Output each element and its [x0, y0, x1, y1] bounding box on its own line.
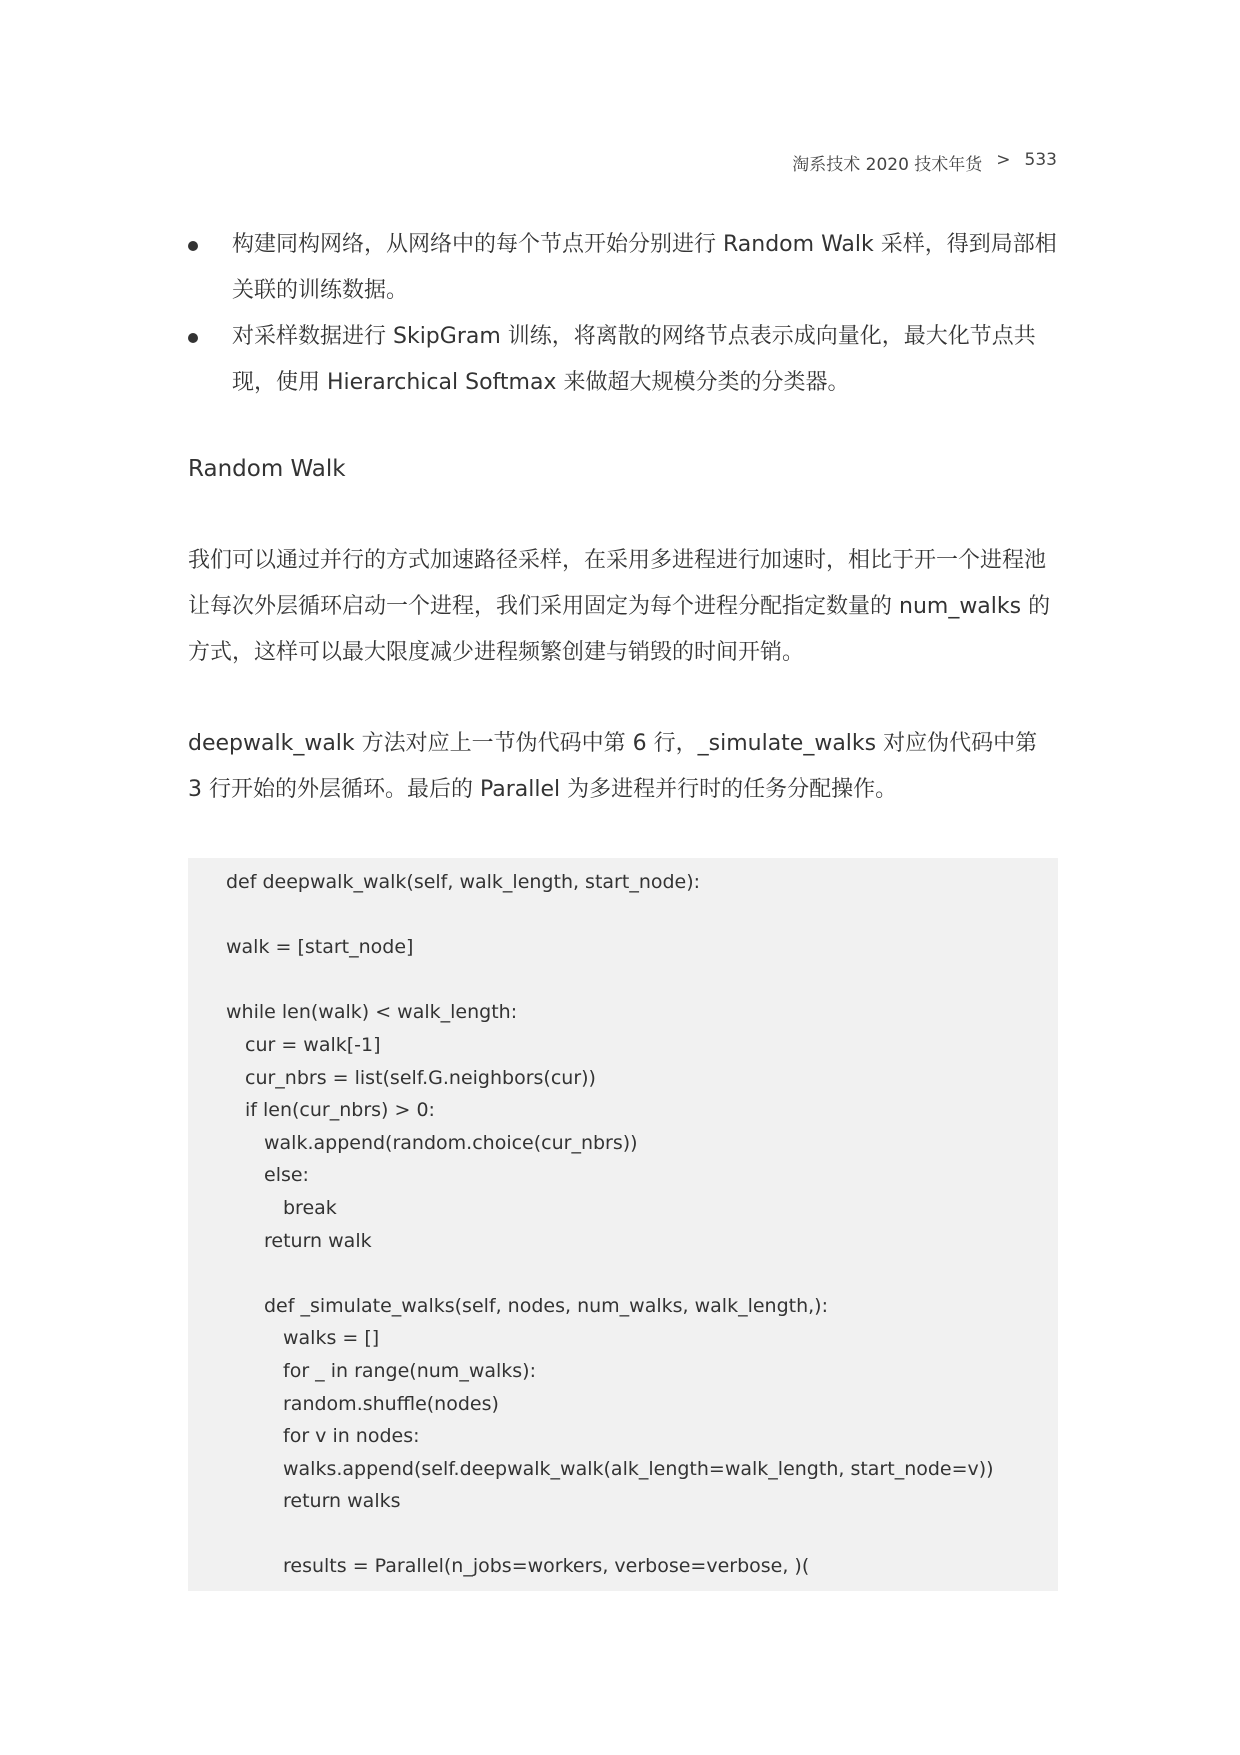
- code-line: return walk: [264, 1229, 372, 1252]
- code-line: walks = []: [283, 1327, 380, 1350]
- list-item: [188, 314, 1058, 406]
- list-item: [188, 222, 1058, 314]
- page-content: [188, 222, 1058, 1591]
- section-heading: Random Walk: [188, 456, 346, 482]
- code-line: [188, 964, 1058, 997]
- paragraph: 我们可以通过并行的方式加速路径采样，在采用多进程进行加速时，相比于开一个进程池让每次外层循环启动一个进程，我们采用固定为每个进程分配指定数量的 num_walks 的方式，这样可以最大限度减少进程频繁创建与销毁的时间开销。: [188, 548, 1051, 665]
- code-line: cur = walk[-1]: [245, 1033, 381, 1056]
- code-line: [188, 1518, 1058, 1551]
- code-line: for _ in range(num_walks):: [283, 1359, 536, 1382]
- code-line: def deepwalk_walk(self, walk_length, start_node):: [226, 871, 701, 893]
- bullet-list: [188, 222, 1058, 406]
- code-line: walk = [start_node]: [226, 936, 414, 959]
- code-line: [188, 899, 1058, 932]
- code-line: else:: [264, 1164, 309, 1187]
- code-line: cur_nbrs = list(self.G.neighbors(cur)): [245, 1066, 596, 1089]
- header-separator: >: [996, 150, 1011, 170]
- paragraph: deepwalk_walk 方法对应上一节伪代码中第 6 行，_simulate_walks 对应伪代码中第 3 行开始的外层循环。最后的 Parallel 为多进程并行时的任务分配操作。: [188, 731, 1038, 802]
- code-line: random.shuffle(nodes): [283, 1392, 499, 1415]
- code-line: return walks: [283, 1490, 401, 1513]
- code-line: while len(walk) < walk_length:: [226, 1001, 518, 1024]
- code-line: for v in nodes:: [283, 1425, 420, 1448]
- bullet-text: 对采样数据进行 SkipGram 训练，将离散的网络节点表示成向量化，最大化节点共现，使用 Hierarchical Softmax 来做超大规模分类的分类器。: [232, 324, 1036, 395]
- code-line: walk.append(random.choice(cur_nbrs)): [264, 1131, 638, 1154]
- code-line: if len(cur_nbrs) > 0:: [245, 1099, 435, 1122]
- code-line: break: [283, 1196, 337, 1219]
- bullet-dot-icon: [188, 241, 198, 251]
- bullet-text: 构建同构网络，从网络中的每个节点开始分别进行 Random Walk 采样，得到局部相关联的训练数据。: [232, 232, 1057, 303]
- header-title: 淘系技术 2020 技术年货: [792, 155, 983, 175]
- code-line: results = Parallel(n_jobs=workers, verbose=verbose, )(: [283, 1555, 810, 1578]
- code-line: def _simulate_walks(self, nodes, num_walks, walk_length,):: [264, 1294, 828, 1317]
- bullet-dot-icon: [188, 333, 198, 343]
- code-block: [188, 858, 1058, 1591]
- code-line: walks.append(self.deepwalk_walk(alk_length=walk_length, start_node=v)): [283, 1457, 994, 1480]
- page-header: [792, 150, 1057, 175]
- code-line: [188, 1257, 1058, 1290]
- page-number: 533: [1024, 150, 1057, 170]
